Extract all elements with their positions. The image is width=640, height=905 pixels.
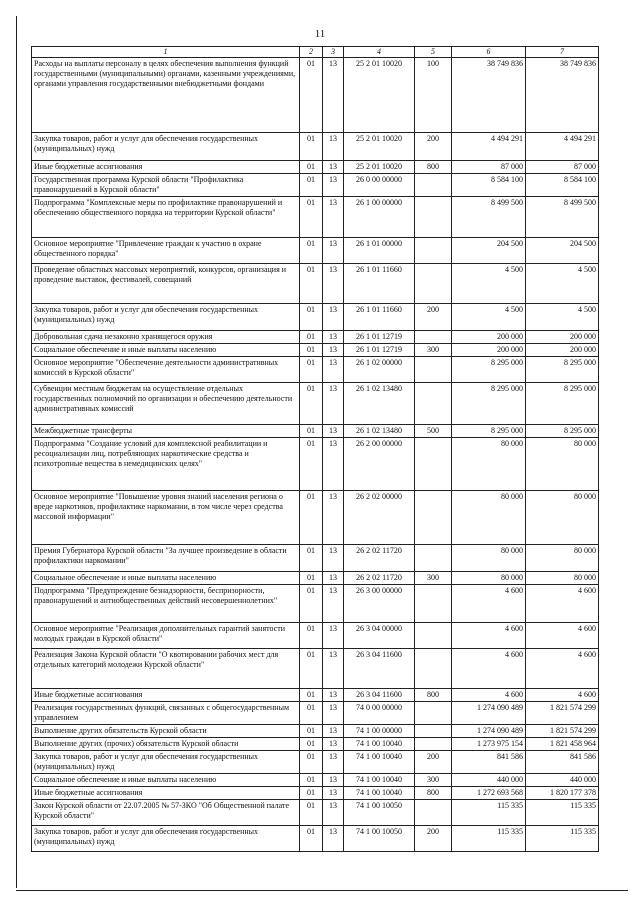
expense-type-code: 200 xyxy=(415,133,452,161)
row-description: Закупка товаров, работ и услуг для обеспечения государственных (муниципальных) нужд xyxy=(32,304,300,331)
amount-year-2: 8 295 000 xyxy=(526,357,599,383)
expense-type-code: 100 xyxy=(415,58,452,133)
target-article-code: 25 2 01 10020 xyxy=(344,58,415,133)
column-header: 4 xyxy=(344,47,415,58)
amount-year-1: 115 335 xyxy=(452,800,526,826)
subsection-code: 13 xyxy=(323,585,344,623)
section-code: 01 xyxy=(300,357,323,383)
section-code: 01 xyxy=(300,174,323,197)
expense-type-code: 200 xyxy=(415,826,452,852)
target-article-code: 74 1 00 10040 xyxy=(344,787,415,800)
target-article-code: 26 1 01 11660 xyxy=(344,264,415,304)
expense-type-code xyxy=(415,264,452,304)
amount-year-1: 80 000 xyxy=(452,491,526,545)
amount-year-2: 440 000 xyxy=(526,774,599,787)
row-description: Закупка товаров, работ и услуг для обеспечения государственных (муниципальных) нужд xyxy=(32,133,300,161)
column-header: 7 xyxy=(526,47,599,58)
amount-year-1: 1 274 090 489 xyxy=(452,702,526,725)
row-description: Социальное обеспечение и иные выплаты населению xyxy=(32,344,300,357)
amount-year-1: 8 499 500 xyxy=(452,197,526,238)
amount-year-1: 841 586 xyxy=(452,751,526,774)
subsection-code: 13 xyxy=(323,689,344,702)
expense-type-code xyxy=(415,702,452,725)
amount-year-1: 4 494 291 xyxy=(452,133,526,161)
section-code: 01 xyxy=(300,304,323,331)
subsection-code: 13 xyxy=(323,438,344,491)
amount-year-2: 80 000 xyxy=(526,572,599,585)
target-article-code: 26 1 00 00000 xyxy=(344,197,415,238)
amount-year-2: 115 335 xyxy=(526,800,599,826)
subsection-code: 13 xyxy=(323,787,344,800)
row-description: Премия Губернатора Курской области "За лучшее произведение в области профилактики наркомании" xyxy=(32,545,300,572)
subsection-code: 13 xyxy=(323,623,344,649)
expense-type-code xyxy=(415,623,452,649)
amount-year-2: 87 000 xyxy=(526,161,599,174)
table-row xyxy=(32,787,599,800)
column-header: 6 xyxy=(452,47,526,58)
expense-type-code xyxy=(415,238,452,264)
subsection-code: 13 xyxy=(323,344,344,357)
section-code: 01 xyxy=(300,344,323,357)
row-description: Подпрограмма "Предупреждение безнадзорности, беспризорности, правонарушений и антиобщественных действий несовершеннолетних" xyxy=(32,585,300,623)
subsection-code: 13 xyxy=(323,133,344,161)
expense-type-code xyxy=(415,331,452,344)
row-description: Государственная программа Курской области "Профилактика правонарушений в Курской области" xyxy=(32,174,300,197)
section-code: 01 xyxy=(300,585,323,623)
amount-year-1: 8 295 000 xyxy=(452,357,526,383)
left-margin-line xyxy=(16,16,17,888)
subsection-code: 13 xyxy=(323,357,344,383)
section-code: 01 xyxy=(300,702,323,725)
amount-year-1: 115 335 xyxy=(452,826,526,852)
target-article-code: 25 2 01 10020 xyxy=(344,161,415,174)
table-row xyxy=(32,689,599,702)
subsection-code: 13 xyxy=(323,725,344,738)
row-description: Подпрограмма "Комплексные меры по профилактике правонарушений и обеспечению общественного порядка на территории Курской области" xyxy=(32,197,300,238)
amount-year-1: 4 500 xyxy=(452,304,526,331)
row-description: Выполнение других (прочих) обязательств Курской области xyxy=(32,738,300,751)
expense-type-code xyxy=(415,545,452,572)
amount-year-1: 1 274 090 489 xyxy=(452,725,526,738)
amount-year-1: 440 000 xyxy=(452,774,526,787)
row-description: Реализация Закона Курской области "О квотировании рабочих мест для отдельных категорий молодежи Курской области" xyxy=(32,649,300,689)
amount-year-2: 80 000 xyxy=(526,545,599,572)
expense-type-code: 800 xyxy=(415,161,452,174)
target-article-code: 74 1 00 10050 xyxy=(344,826,415,852)
subsection-code: 13 xyxy=(323,545,344,572)
subsection-code: 13 xyxy=(323,751,344,774)
amount-year-1: 80 000 xyxy=(452,545,526,572)
subsection-code: 13 xyxy=(323,649,344,689)
section-code: 01 xyxy=(300,58,323,133)
target-article-code: 74 1 00 10040 xyxy=(344,774,415,787)
target-article-code: 26 2 00 00000 xyxy=(344,438,415,491)
table-row xyxy=(32,58,599,133)
amount-year-2: 200 000 xyxy=(526,331,599,344)
subsection-code: 13 xyxy=(323,491,344,545)
section-code: 01 xyxy=(300,545,323,572)
amount-year-2: 38 749 836 xyxy=(526,58,599,133)
target-article-code: 26 2 02 00000 xyxy=(344,491,415,545)
amount-year-2: 4 600 xyxy=(526,585,599,623)
subsection-code: 13 xyxy=(323,774,344,787)
subsection-code: 13 xyxy=(323,174,344,197)
table-row xyxy=(32,304,599,331)
budget-table xyxy=(31,46,599,852)
expense-type-code: 800 xyxy=(415,787,452,800)
row-description: Расходы на выплаты персоналу в целях обеспечения выполнения функций государственными (муниципальными) органами, казенными учреждениями, органами управления государственными внебюджетными фондами xyxy=(32,58,300,133)
expense-type-code xyxy=(415,649,452,689)
target-article-code: 74 0 00 00000 xyxy=(344,702,415,725)
table-row xyxy=(32,725,599,738)
amount-year-1: 4 600 xyxy=(452,623,526,649)
target-article-code: 26 3 04 00000 xyxy=(344,623,415,649)
table-row xyxy=(32,800,599,826)
expense-type-code: 500 xyxy=(415,425,452,438)
amount-year-2: 4 600 xyxy=(526,689,599,702)
target-article-code: 26 3 04 11600 xyxy=(344,689,415,702)
section-code: 01 xyxy=(300,331,323,344)
amount-year-2: 8 295 000 xyxy=(526,383,599,425)
row-description: Субвенции местным бюджетам на осуществление отдельных государственных полномочий по организации и обеспечению деятельности административных комиссий xyxy=(32,383,300,425)
amount-year-1: 1 272 693 568 xyxy=(452,787,526,800)
target-article-code: 26 3 04 11600 xyxy=(344,649,415,689)
row-description: Основное мероприятие "Реализация дополнительных гарантий занятости молодых граждан в Курской области" xyxy=(32,623,300,649)
target-article-code: 26 1 01 00000 xyxy=(344,238,415,264)
section-code: 01 xyxy=(300,800,323,826)
target-article-code: 26 2 02 11720 xyxy=(344,545,415,572)
subsection-code: 13 xyxy=(323,304,344,331)
amount-year-2: 841 586 xyxy=(526,751,599,774)
amount-year-1: 200 000 xyxy=(452,331,526,344)
column-header: 5 xyxy=(415,47,452,58)
expense-type-code xyxy=(415,174,452,197)
row-description: Реализация государственных функций, связанных с общегосударственным управлением xyxy=(32,702,300,725)
section-code: 01 xyxy=(300,491,323,545)
column-header: 3 xyxy=(323,47,344,58)
section-code: 01 xyxy=(300,738,323,751)
amount-year-2: 4 500 xyxy=(526,304,599,331)
table-row xyxy=(32,751,599,774)
subsection-code: 13 xyxy=(323,161,344,174)
row-description: Социальное обеспечение и иные выплаты населению xyxy=(32,774,300,787)
table-row xyxy=(32,545,599,572)
table-row xyxy=(32,738,599,751)
target-article-code: 26 1 01 12719 xyxy=(344,331,415,344)
target-article-code: 74 1 00 10040 xyxy=(344,751,415,774)
amount-year-1: 8 295 000 xyxy=(452,425,526,438)
amount-year-1: 4 500 xyxy=(452,264,526,304)
amount-year-2: 200 000 xyxy=(526,344,599,357)
expense-type-code: 200 xyxy=(415,751,452,774)
table-row xyxy=(32,826,599,852)
section-code: 01 xyxy=(300,572,323,585)
table-row xyxy=(32,774,599,787)
expense-type-code xyxy=(415,585,452,623)
table-row xyxy=(32,161,599,174)
row-description: Межбюджетные трансферты xyxy=(32,425,300,438)
subsection-code: 13 xyxy=(323,238,344,264)
amount-year-1: 4 600 xyxy=(452,649,526,689)
amount-year-2: 4 600 xyxy=(526,649,599,689)
section-code: 01 xyxy=(300,649,323,689)
table-row xyxy=(32,623,599,649)
row-description: Основное мероприятие "Повышение уровня знаний населения региона о вреде наркотиков, профилактике наркомании, в том числе через средства массовой информации" xyxy=(32,491,300,545)
page-number: 11 xyxy=(314,28,326,40)
table-row xyxy=(32,331,599,344)
target-article-code: 26 3 00 00000 xyxy=(344,585,415,623)
expense-type-code xyxy=(415,383,452,425)
amount-year-1: 200 000 xyxy=(452,344,526,357)
section-code: 01 xyxy=(300,133,323,161)
amount-year-2: 4 494 291 xyxy=(526,133,599,161)
target-article-code: 74 1 00 10050 xyxy=(344,800,415,826)
target-article-code: 74 1 00 10040 xyxy=(344,738,415,751)
row-description: Добровольная сдача незаконно хранящегося оружия xyxy=(32,331,300,344)
bottom-margin-line xyxy=(16,890,628,891)
row-description: Закон Курской области от 22.07.2005 № 57-ЗКО "Об Общественной палате Курской области" xyxy=(32,800,300,826)
amount-year-2: 80 000 xyxy=(526,491,599,545)
subsection-code: 13 xyxy=(323,383,344,425)
subsection-code: 13 xyxy=(323,738,344,751)
target-article-code: 26 1 02 13480 xyxy=(344,383,415,425)
amount-year-1: 8 295 000 xyxy=(452,383,526,425)
target-article-code: 25 2 01 10020 xyxy=(344,133,415,161)
amount-year-1: 38 749 836 xyxy=(452,58,526,133)
row-description: Социальное обеспечение и иные выплаты населению xyxy=(32,572,300,585)
section-code: 01 xyxy=(300,774,323,787)
table-row xyxy=(32,438,599,491)
subsection-code: 13 xyxy=(323,331,344,344)
expense-type-code xyxy=(415,197,452,238)
table-row xyxy=(32,197,599,238)
row-description: Иные бюджетные ассигнования xyxy=(32,689,300,702)
table-row xyxy=(32,264,599,304)
subsection-code: 13 xyxy=(323,197,344,238)
expense-type-code xyxy=(415,800,452,826)
subsection-code: 13 xyxy=(323,826,344,852)
section-code: 01 xyxy=(300,438,323,491)
row-description: Основное мероприятие "Привлечение граждан к участию в охране общественного порядка" xyxy=(32,238,300,264)
expense-type-code xyxy=(415,738,452,751)
section-code: 01 xyxy=(300,787,323,800)
amount-year-2: 4 500 xyxy=(526,264,599,304)
amount-year-1: 8 584 100 xyxy=(452,174,526,197)
amount-year-1: 87 000 xyxy=(452,161,526,174)
column-header: 1 xyxy=(32,47,300,58)
section-code: 01 xyxy=(300,383,323,425)
table-row xyxy=(32,585,599,623)
target-article-code: 74 1 00 00000 xyxy=(344,725,415,738)
expense-type-code: 300 xyxy=(415,774,452,787)
amount-year-1: 4 600 xyxy=(452,689,526,702)
row-description: Иные бюджетные ассигнования xyxy=(32,787,300,800)
subsection-code: 13 xyxy=(323,800,344,826)
expense-type-code: 200 xyxy=(415,304,452,331)
amount-year-1: 204 500 xyxy=(452,238,526,264)
amount-year-2: 1 821 574 299 xyxy=(526,725,599,738)
table-row xyxy=(32,425,599,438)
amount-year-2: 8 499 500 xyxy=(526,197,599,238)
amount-year-2: 8 584 100 xyxy=(526,174,599,197)
target-article-code: 26 0 00 00000 xyxy=(344,174,415,197)
amount-year-2: 8 295 000 xyxy=(526,425,599,438)
table-row xyxy=(32,174,599,197)
row-description: Закупка товаров, работ и услуг для обеспечения государственных (муниципальных) нужд xyxy=(32,826,300,852)
row-description: Выполнение других обязательств Курской области xyxy=(32,725,300,738)
subsection-code: 13 xyxy=(323,702,344,725)
target-article-code: 26 1 02 13480 xyxy=(344,425,415,438)
amount-year-1: 80 000 xyxy=(452,572,526,585)
expense-type-code: 800 xyxy=(415,689,452,702)
amount-year-1: 4 600 xyxy=(452,585,526,623)
section-code: 01 xyxy=(300,264,323,304)
section-code: 01 xyxy=(300,425,323,438)
section-code: 01 xyxy=(300,161,323,174)
expense-type-code: 300 xyxy=(415,344,452,357)
amount-year-2: 1 820 177 378 xyxy=(526,787,599,800)
amount-year-1: 80 000 xyxy=(452,438,526,491)
subsection-code: 13 xyxy=(323,425,344,438)
table-row xyxy=(32,383,599,425)
subsection-code: 13 xyxy=(323,264,344,304)
column-header: 2 xyxy=(300,47,323,58)
expense-type-code: 300 xyxy=(415,572,452,585)
section-code: 01 xyxy=(300,238,323,264)
row-description: Подпрограмма "Создание условий для комплексной реабилитации и ресоциализации лиц, потребляющих наркотические средства и психотропные вещества в немедицинских целях" xyxy=(32,438,300,491)
expense-type-code xyxy=(415,438,452,491)
subsection-code: 13 xyxy=(323,58,344,133)
table-row xyxy=(32,491,599,545)
row-description: Основное мероприятие "Обеспечение деятельности административных комиссий в Курской области" xyxy=(32,357,300,383)
target-article-code: 26 1 02 00000 xyxy=(344,357,415,383)
section-code: 01 xyxy=(300,751,323,774)
target-article-code: 26 2 02 11720 xyxy=(344,572,415,585)
row-description: Иные бюджетные ассигнования xyxy=(32,161,300,174)
amount-year-1: 1 273 975 154 xyxy=(452,738,526,751)
section-code: 01 xyxy=(300,623,323,649)
section-code: 01 xyxy=(300,197,323,238)
table-row xyxy=(32,344,599,357)
table-row xyxy=(32,572,599,585)
table-row xyxy=(32,702,599,725)
amount-year-2: 204 500 xyxy=(526,238,599,264)
table-row xyxy=(32,649,599,689)
expense-type-code xyxy=(415,725,452,738)
amount-year-2: 1 821 574 299 xyxy=(526,702,599,725)
section-code: 01 xyxy=(300,689,323,702)
amount-year-2: 80 000 xyxy=(526,438,599,491)
row-description: Проведение областных массовых мероприятий, конкурсов, организация и проведение выставок, фестивалей, совещаний xyxy=(32,264,300,304)
header-row xyxy=(32,47,599,58)
expense-type-code xyxy=(415,357,452,383)
table-row xyxy=(32,357,599,383)
target-article-code: 26 1 01 12719 xyxy=(344,344,415,357)
subsection-code: 13 xyxy=(323,572,344,585)
amount-year-2: 4 600 xyxy=(526,623,599,649)
amount-year-2: 1 821 458 964 xyxy=(526,738,599,751)
expense-type-code xyxy=(415,491,452,545)
table-row xyxy=(32,133,599,161)
target-article-code: 26 1 01 11660 xyxy=(344,304,415,331)
table-row xyxy=(32,238,599,264)
section-code: 01 xyxy=(300,725,323,738)
row-description: Закупка товаров, работ и услуг для обеспечения государственных (муниципальных) нужд xyxy=(32,751,300,774)
section-code: 01 xyxy=(300,826,323,852)
amount-year-2: 115 335 xyxy=(526,826,599,852)
